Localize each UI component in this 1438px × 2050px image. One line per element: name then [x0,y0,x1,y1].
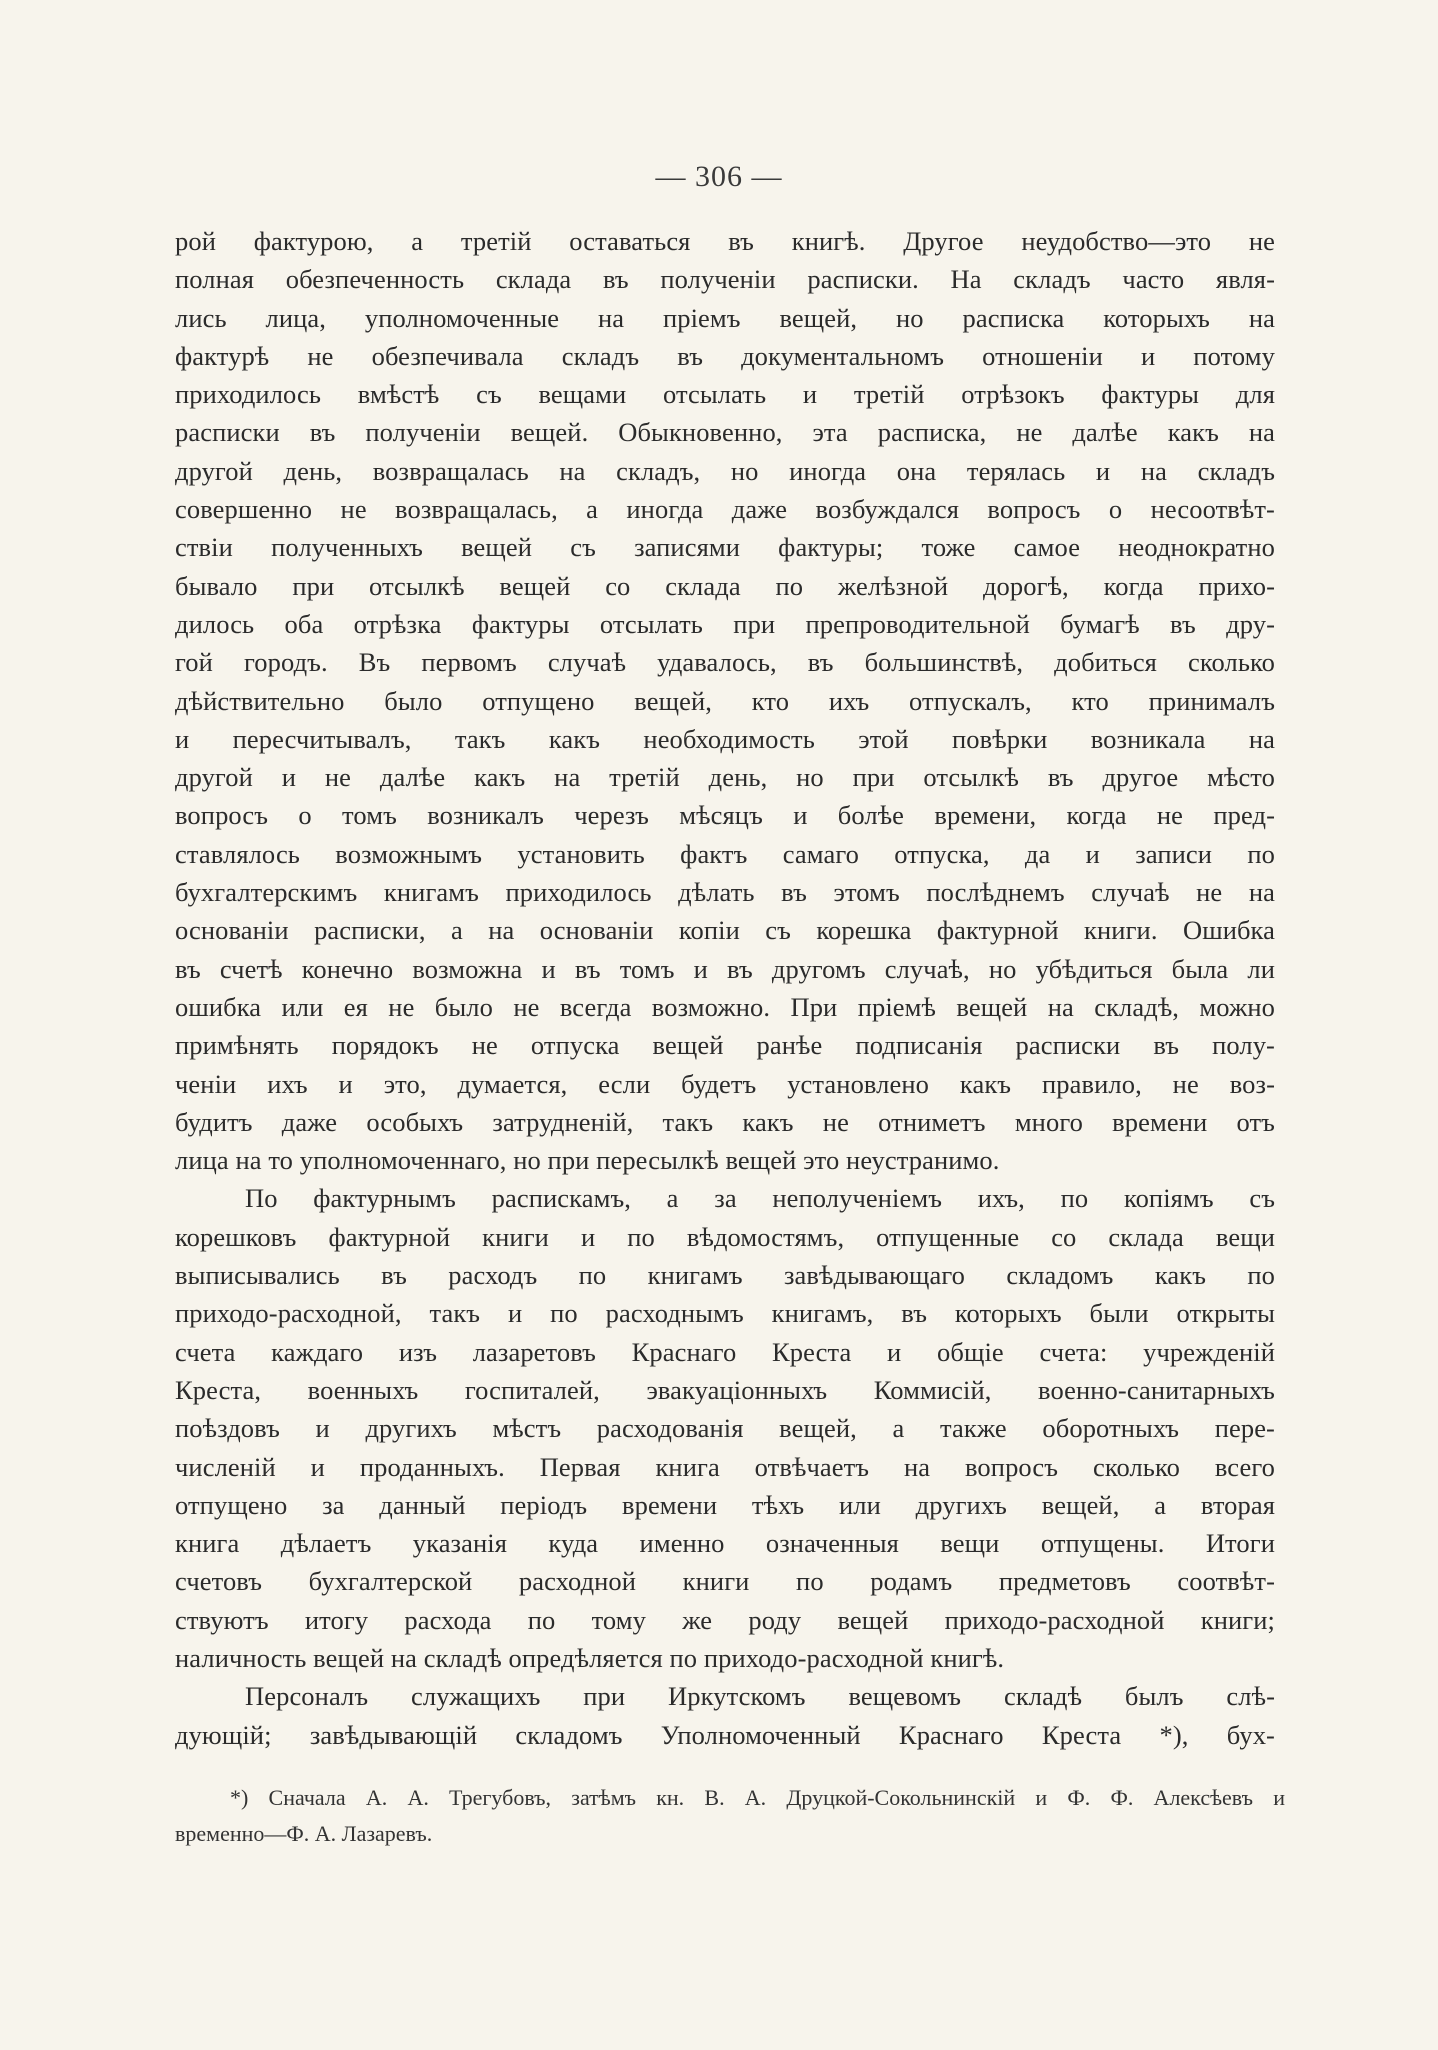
text-line: дѣйствительно было отпущено вещей, кто ихъ отпускалъ, кто принималъ [175,685,1275,716]
text-line: фактурѣ не обезпечивала складъ въ документальномъ отношеніи и потому [175,340,1275,371]
text-line: поѣздовъ и другихъ мѣстъ расходованія вещей, а также оборотныхъ пере- [175,1413,1275,1444]
text-line: наличность вещей на складѣ опредѣляется по приходо-расходной книгѣ. [175,1642,1005,1673]
text-line: ставлялось возможнымъ установить фактъ самаго отпуска, да и записи по [175,838,1275,869]
text-line: расписки въ полученіи вещей. Обыкновенно, эта расписка, не далѣе какъ на [175,417,1275,448]
text-line: основаніи расписки, а на основаніи копіи съ корешка фактурной книги. Ошибка [175,915,1275,946]
text-line: другой день, возвращалась на складъ, но иногда она терялась и на складъ [175,455,1275,486]
text-line: лица на то уполномоченнаго, но при пересылкѣ вещей это неустранимо. [175,1145,1000,1176]
text-line: бывало при отсылкѣ вещей со склада по желѣзной дорогѣ, когда прихо- [175,570,1275,601]
text-line: рой фактурою, а третій оставаться въ книгѣ. Другое неудобство—это не [175,226,1275,256]
text-line: гой городъ. Въ первомъ случаѣ удавалось, въ большинствѣ, добиться сколько [175,647,1275,678]
text-line: въ счетѣ конечно возможна и въ томъ и въ другомъ случаѣ, но убѣдиться была ли [175,953,1275,984]
text-line: лись лица, уполномоченные на пріемъ вещей, но расписка которыхъ на [175,302,1275,333]
text-line: приходилось вмѣстѣ съ вещами отсылать и третій отрѣзокъ фактуры для [175,379,1275,410]
text-line: отпущено за данный періодъ времени тѣхъ или другихъ вещей, а вторая [175,1489,1275,1520]
text-line: книга дѣлаетъ указанія куда именно означенныя вещи отпущены. Итоги [175,1528,1275,1559]
text-line: дующій; завѣдывающій складомъ Уполномоченный Краснаго Креста *), бух- [175,1719,1275,1750]
text-line: выписывались въ расходъ по книгамъ завѣдывающаго складомъ какъ по [175,1260,1275,1291]
text-line: бухгалтерскимъ книгамъ приходилось дѣлать въ этомъ послѣднемъ случаѣ не на [175,877,1275,908]
paragraph-2 [175,1179,1275,1677]
page-number: — 306 — [655,160,783,193]
text-line: ствуютъ итогу расхода по тому же роду вещей приходо-расходной книги; [175,1604,1275,1635]
text-line: ченіи ихъ и это, думается, если будетъ установлено какъ правило, не воз- [175,1068,1275,1099]
text-line: приходо-расходной, такъ и по расходнымъ книгамъ, въ которыхъ были открыты [175,1298,1275,1329]
text-line: Креста, военныхъ госпиталей, эвакуаціонныхъ Коммисій, военно-санитарныхъ [175,1374,1275,1405]
paragraph-3 [175,1677,1275,1754]
text-line: счета каждаго изъ лазаретовъ Краснаго Креста и общіе счета: учрежденій [175,1336,1275,1367]
text-line: ствіи полученныхъ вещей съ записями фактуры; тоже самое неоднократно [175,532,1275,563]
text-line: вопросъ о томъ возникалъ черезъ мѣсяцъ и болѣе времени, когда не пред- [175,800,1275,831]
text-line: численій и проданныхъ. Первая книга отвѣчаетъ на вопросъ сколько всего [175,1451,1275,1482]
text-line: и пересчитывалъ, такъ какъ необходимость этой повѣрки возникала на [175,723,1275,754]
footnote-line: временно—Ф. А. Лазаревъ. [175,1821,433,1846]
body-text [175,222,1275,1754]
text-line: другой и не далѣе какъ на третій день, но при отсылкѣ въ другое мѣсто [175,762,1275,793]
text-line: примѣнять порядокъ не отпуска вещей ранѣе подписанія расписки въ полу- [175,1030,1275,1061]
text-line: Персоналъ служащихъ при Иркутскомъ вещевомъ складѣ былъ слѣ- [245,1681,1275,1712]
text-line: корешковъ фактурной книги и по вѣдомостямъ, отпущенные со склада вещи [175,1221,1275,1252]
text-line: По фактурнымъ распискамъ, а за неполученіемъ ихъ, по копіямъ съ [245,1183,1275,1214]
paragraph-1 [175,222,1275,1179]
footnote-line: *) Сначала А. А. Трегубовъ, затѣмъ кн. В. А. Друцкой-Сокольнинскій и Ф. Ф. Алексѣевъ и [230,1785,1285,1810]
footnote [175,1780,1285,1852]
text-line: счетовъ бухгалтерской расходной книги по родамъ предметовъ соотвѣт- [175,1566,1275,1597]
text-line: будитъ даже особыхъ затрудненій, такъ какъ не отниметъ много времени отъ [175,1106,1275,1137]
text-line: совершенно не возвращалась, а иногда даже возбуждался вопросъ о несоотвѣт- [175,494,1275,525]
text-line: дилось оба отрѣзка фактуры отсылать при препроводительной бумагѣ въ дру- [175,608,1275,639]
text-line: полная обезпеченность склада въ полученіи расписки. На складъ часто явля- [175,264,1275,295]
text-line: ошибка или ея не было не всегда возможно. При пріемѣ вещей на складѣ, можно [175,991,1275,1022]
